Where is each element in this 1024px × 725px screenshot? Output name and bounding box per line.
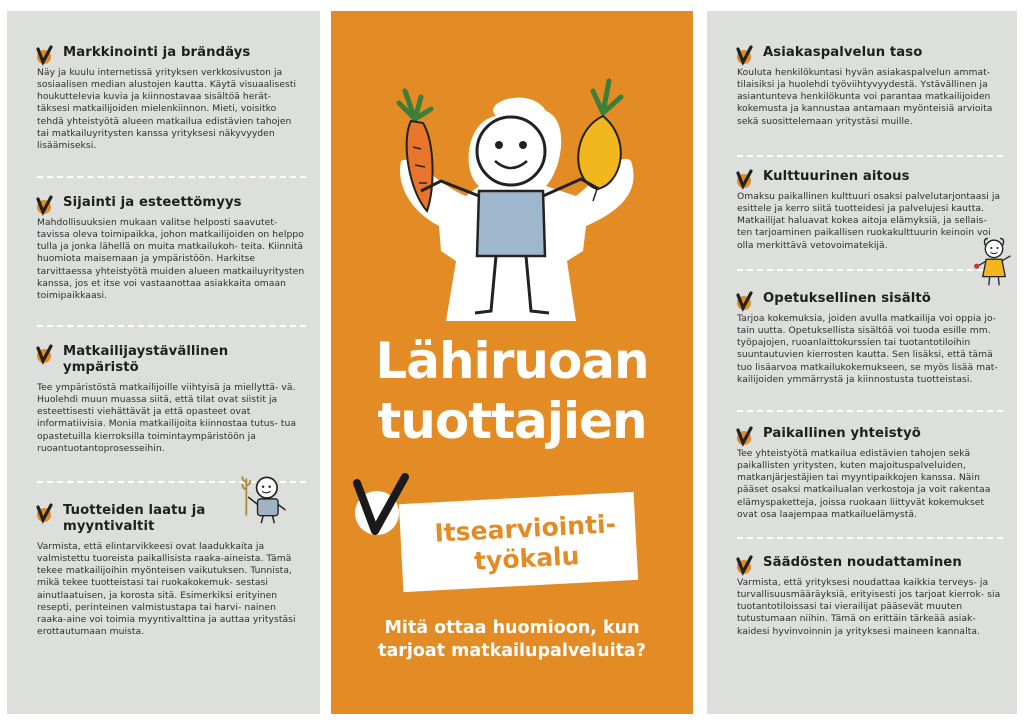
checkmark-icon — [33, 195, 55, 217]
section-title: Kulttuurinen aitous — [763, 169, 910, 184]
section-marketing — [37, 11, 306, 178]
question-line-2: tarjoat matkailupalveluita? — [378, 641, 646, 661]
section-title: Markkinointi ja brändäys — [63, 45, 251, 60]
checkmark-icon — [733, 426, 755, 448]
section-regulations — [737, 539, 1003, 714]
section-customer-service — [737, 11, 1003, 157]
doodle-figure-with-wheat-icon — [237, 469, 293, 525]
right-column — [707, 11, 1017, 714]
section-text: Tarjoa kokemuksia, joiden avulla matkailija voi oppia jo- tain uutta. Opetuksellista sisältöä voi tuoda esille mm. työpajojen, ruoanlaittokurssien tai tuotantotiloihin suuntautuvien kierrosten kautta. Sen lisäksi, että tämä tuo lisäarvoa matkailukokemukseen, se myös lisää mat- kailijoiden ymmärrystä ja kiinnostusta tuotteistasi. — [737, 313, 998, 385]
section-title: Opetuksellinen sisältö — [763, 291, 931, 306]
section-educational-content — [737, 271, 1003, 412]
section-text: Tee yhteistyötä matkailua edistävien tahojen sekä paikallisten yritysten, kuten majoituspalveluiden, matkanjärjestäjien tai myyntipaikkojen kanssa. Näin pääset osaksi matkailualan verkostoja ja voit rakentaa elämyspaketteja, joissa ruokaan liittyvät kokemukset ovat osa laajempaa matkailuelämystä. — [737, 448, 991, 520]
section-title: Matkailijaystävällinen ympäristö — [63, 344, 229, 375]
section-cultural-authenticity — [737, 157, 1003, 271]
section-text: Näy ja kuulu internetissä yrityksen verkkosivuston ja sosiaalisen median alustojen kautta. Käytä visuaalisesti houkuttelevia kuvia ja kiinnostavaa sisältöä herät- täksesi matkailijoiden mielenkiinnon. Mieti, voisitko tehdä yhteistyötä alueen matkailua edistävien tahojen tai matkailuyritysten kanssa yrityksesi näkyvyyden lisäämiseksi. — [37, 67, 297, 151]
section-environment — [37, 327, 306, 483]
section-local-cooperation — [737, 412, 1003, 539]
main-title — [331, 331, 693, 451]
checkmark-icon — [33, 503, 55, 525]
question-text — [331, 617, 693, 663]
checkmark-icon — [733, 291, 755, 313]
section-title: Tuotteiden laatu ja myyntivaltit — [63, 503, 206, 534]
tool-label-line-1: Itsearviointi- — [433, 509, 617, 548]
checkmark-icon — [733, 555, 755, 577]
tool-label — [420, 509, 633, 580]
checkmark-icon — [33, 344, 55, 366]
section-title: Sijainti ja esteettömyys — [63, 195, 242, 210]
section-quality — [37, 483, 306, 714]
section-text: Mahdollisuuksien mukaan valitse helposti saavutet- tavissa oleva toimipaikka, johon matkailijoiden on helppo tulla ja jonka lähellä on muita matkailukoh- teita. Kiinnitä huomiota maisemaan ja ympäristöön. Harkitse tarvittaessa yhteistyötä muiden alueen matkailuyritysten kanssa, jos et itse voi vastaanottaa asiakkaita omaan toimipaikkaasi. — [37, 217, 305, 301]
section-location — [37, 178, 306, 327]
checkmark-icon — [733, 169, 755, 191]
checkmark-icon — [33, 45, 55, 67]
title-line-2: tuottajien — [377, 392, 647, 450]
tool-label-line-2: työkalu — [473, 541, 581, 576]
left-column — [7, 11, 320, 714]
doodle-girl-figure-icon — [971, 235, 1017, 287]
center-panel — [331, 11, 693, 714]
section-title: Paikallinen yhteistyö — [763, 426, 921, 441]
question-line-1: Mitä ottaa huomioon, kun — [384, 618, 640, 638]
farmer-with-vegetables-illustration — [371, 61, 651, 331]
section-text: Kouluta henkilökuntasi hyvän asiakaspalvelun ammat- tilaisiksi ja huolehdi työviihtyvyydestä. Ystävällinen ja asiantunteva henkilökunta voi parantaa matkailijoiden kokemusta ja kannustaa antamaan myönteisiä arvioita sekä suosittelemaan yritystäsi muille. — [737, 67, 993, 127]
title-line-1: Lähiruoan — [375, 332, 649, 390]
section-text: Varmista, että elintarvikkeesi ovat laadukkaita ja valmistettu tuoreista paikallisista raaka-aineista. Tämä tekee matkailijoihin myönteisen vaikutuksen. Tunnista, mikä tekee tuotteistasi tai ruokakokemuk- sestasi ainutlaatuisen, ja korosta sitä. Esimerkiksi erityinen resepti, perinteinen valmistustapa tai harvi- nainen raaka-aine voi toimia myyntivalttina ja auttaa yritystäsi erottautumaan muista. — [37, 541, 296, 638]
section-title: Asiakaspalvelun taso — [763, 45, 923, 60]
section-text: Omaksu paikallinen kulttuuri osaksi palvelutarjontaasi ja esittele ja kerro siitä tuotteidesi ja palvelujesi kautta. Matkailijat haluavat kokea aitoja elämyksiä, ja sellais- ten tarjoaminen paikallisen ruokakulttuurin keinoin voi olla merkittävä vetovoimatekijä. — [737, 191, 1001, 251]
section-text: Varmista, että yrityksesi noudattaa kaikkia terveys- ja turvallisuusmääräyksiä, erityisesti jos tarjoat kierrok- sia tuotantotiloissasi tai vierailijat pääsevät muuten tutustumaan niihin. Tämä on erittäin tärkeää asiak- kaidesi hyvinvoinnin ja yrityksesi maineen kannalta. — [737, 577, 1001, 637]
section-text: Tee ympäristöstä matkailijoille viihtyisä ja miellyttä- vä. Huolehdi muun muassa siitä, että tilat ovat siistit ja esteettisesti viehättävät ja että opasteet ovat informatiivisia. Monia matkailijoita kiinnostaa tutus- tua opastetuilla kierroksilla toimintaympäristöön ja ruoantuotantoprosesseihin. — [37, 382, 297, 454]
checkmark-icon — [733, 45, 755, 67]
section-title: Säädösten noudattaminen — [763, 555, 962, 570]
